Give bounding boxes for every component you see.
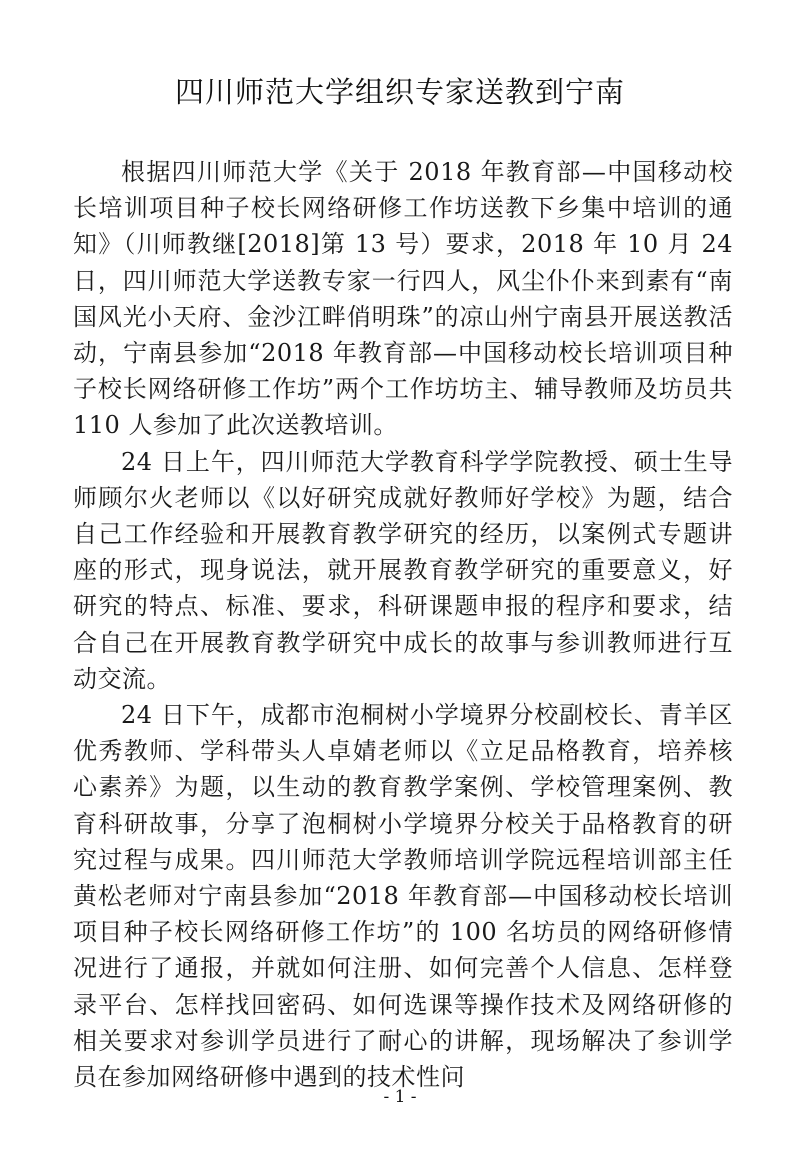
paragraph-3: 24 日下午，成都市泡桐树小学境界分校副校长、青羊区优秀教师、学科带头人卓婧老师以《立足品格教育，培养核心素养》为题，以生动的教育教学案例、学校管理案例、教育科研故事，分享了泡桐树小学境界分校关于品格教育的研究过程与成果。四川师范大学教师培训学院远程培训部主任黄松老师对宁南县参加“2018 年教育部—中国移动校长培训项目种子校长网络研修工作坊”的 100 名坊员的网络研修情况进行了通报，并就如何注册、如何完善个人信息、怎样登录平台、怎样找回密码、如何选课等操作技术及网络研修的相关要求对参训学员进行了耐心的讲解，现场解决了参训学员在参加网络研修中遇到的技术性问 <box>73 701 733 1092</box>
document-title: 四川师范大学组织专家送教到宁南 <box>174 75 625 109</box>
paragraph-1: 根据四川师范大学《关于 2018 年教育部—中国移动校长培训项目种子校长网络研修工作坊送教下乡集中培训的通知》（川师教继[2018]第 13 号）要求，2018 年 10 月 24 日，四川师范大学送教专家一行四人，风尘仆仆来到素有“南国风光小天府、金沙江畔俏明珠”的凉山州宁南县开展送教活动，宁南县参加“2018 年教育部—中国移动校长培训项目种子校长网络研修工作坊”两个工作坊坊主、辅导教师及坊员共 110 人参加了此次送教培训。 <box>73 158 733 440</box>
page-number: - 1 - <box>383 1087 417 1107</box>
paragraph-2: 24 日上午，四川师范大学教育科学学院教授、硕士生导师顾尔火老师以《以好研究成就好教师好学校》为题，结合自己工作经验和开展教育教学研究的经历，以案例式专题讲座的形式，现身说法，就开展教育教学研究的重要意义，好研究的特点、标准、要求，科研课题申报的程序和要求，结合自己在开展教育教学研究中成长的故事与参训教师进行互动交流。 <box>73 447 733 693</box>
document-body <box>73 154 733 1095</box>
